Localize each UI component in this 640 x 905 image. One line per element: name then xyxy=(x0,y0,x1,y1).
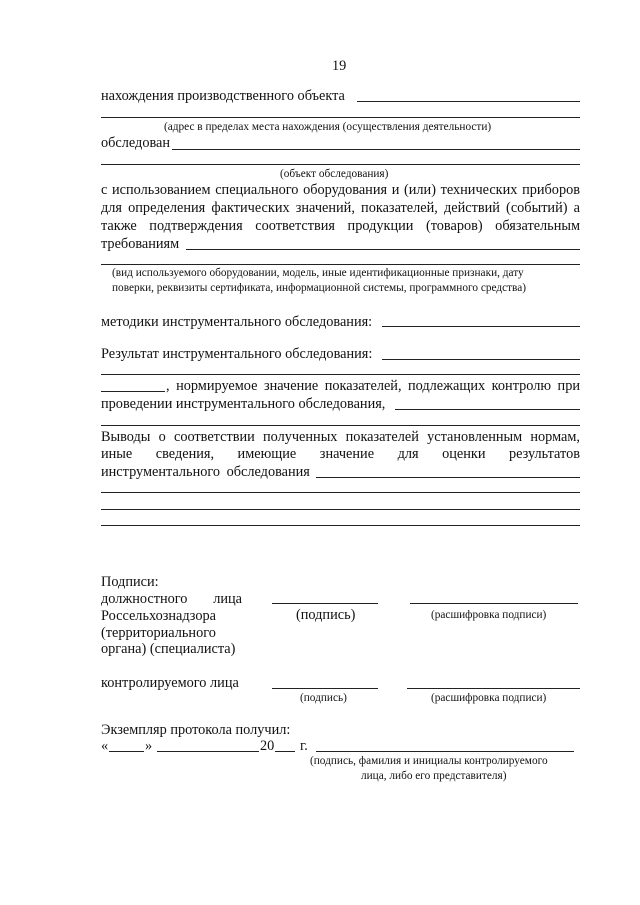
official-line-3: (территориального xyxy=(101,625,216,641)
norm-field-line[interactable] xyxy=(395,409,580,410)
decoding-caption-1: (расшифровка подписи) xyxy=(431,609,547,621)
conclusions-field-line-3[interactable] xyxy=(101,509,580,510)
inspected-field-line-2[interactable] xyxy=(101,164,580,165)
recipient-caption-line-1: (подпись, фамилия и инициалы контролируемого xyxy=(310,755,548,767)
date-quote-open: « xyxy=(101,738,109,754)
date-year-prefix: 20 xyxy=(260,738,275,754)
conclusions-field-line-2[interactable] xyxy=(101,492,580,493)
conclusions-text-line-2: иные сведения, имеющие значение для оценки результатов xyxy=(101,446,580,462)
address-label: нахождения производственного объекта xyxy=(101,88,345,104)
result-field-line[interactable] xyxy=(382,359,580,360)
decoding-caption-2: (расшифровка подписи) xyxy=(431,692,547,704)
norm-text-line-1: , нормируемое значение показателей, подлежащих контролю при xyxy=(166,378,580,394)
address-field-line-2[interactable] xyxy=(101,117,580,118)
recipient-caption-line-2: лица, либо его представителя) xyxy=(361,770,507,782)
conclusions-field-line[interactable] xyxy=(316,477,580,478)
conclusions-text-line-3: инструментального обследования xyxy=(101,464,310,480)
date-year-suffix: г. xyxy=(300,738,308,754)
equipment-text-line-4: требованиям xyxy=(101,236,180,252)
result-label: Результат инструментального обследования: xyxy=(101,346,373,362)
inspected-label: обследован xyxy=(101,135,171,151)
date-month-field[interactable] xyxy=(157,751,259,752)
methodology-label: методики инструментального обследования: xyxy=(101,314,373,330)
date-quote-close: » xyxy=(145,738,153,754)
object-caption: (объект обследования) xyxy=(280,168,389,180)
equipment-text-line-3: также подтверждения соответствия продукции (товаров) обязательным xyxy=(101,218,580,234)
equipment-text-line-2: для определения фактических значений, показателей, действий (событий) а xyxy=(101,200,580,216)
inspected-field-line[interactable] xyxy=(172,149,580,150)
norm-value-blank[interactable] xyxy=(101,391,165,392)
page-number: 19 xyxy=(332,58,347,74)
date-day-field[interactable] xyxy=(109,751,144,752)
signature-caption-2: (подпись) xyxy=(300,692,347,704)
official-line-2: Россельхознадзора xyxy=(101,608,217,624)
norm-text-line-2: проведении инструментального обследования, xyxy=(101,396,386,412)
equipment-caption-line-2: поверки, реквизиты сертификата, информационной системы, программного средства) xyxy=(112,282,527,294)
norm-field-line-2[interactable] xyxy=(101,425,580,426)
controlled-decoding-line[interactable] xyxy=(407,688,580,689)
address-field-line[interactable] xyxy=(357,101,580,102)
requirements-field-line-2[interactable] xyxy=(101,264,580,265)
official-signature-line[interactable] xyxy=(272,603,378,604)
conclusions-text-line-1: Выводы о соответствии полученных показателей установленным нормам, xyxy=(101,429,580,445)
address-caption: (адрес в пределах места нахождения (осуществления деятельности) xyxy=(164,121,492,133)
requirements-field-line[interactable] xyxy=(186,249,580,250)
equipment-text-line-1: с использованием специального оборудования и (или) технических приборов xyxy=(101,182,580,198)
recipient-signature-line[interactable] xyxy=(316,751,574,752)
copy-received-label: Экземпляр протокола получил: xyxy=(101,722,291,738)
date-year-field[interactable] xyxy=(275,751,295,752)
equipment-caption-line-1: (вид используемого оборудовании, модель, иные идентификационные признаки, дату xyxy=(112,267,524,279)
official-decoding-line[interactable] xyxy=(410,603,578,604)
controlled-signature-line[interactable] xyxy=(272,688,378,689)
result-field-line-2[interactable] xyxy=(101,374,580,375)
official-line-1: должностного лица xyxy=(101,591,242,607)
official-line-4: органа) (специалиста) xyxy=(101,641,236,657)
methodology-field-line[interactable] xyxy=(382,326,580,327)
conclusions-field-line-4[interactable] xyxy=(101,525,580,526)
signatures-title: Подписи: xyxy=(101,574,159,590)
controlled-person-label: контролируемого лица xyxy=(101,675,239,691)
signature-caption-1: (подпись) xyxy=(296,607,356,623)
